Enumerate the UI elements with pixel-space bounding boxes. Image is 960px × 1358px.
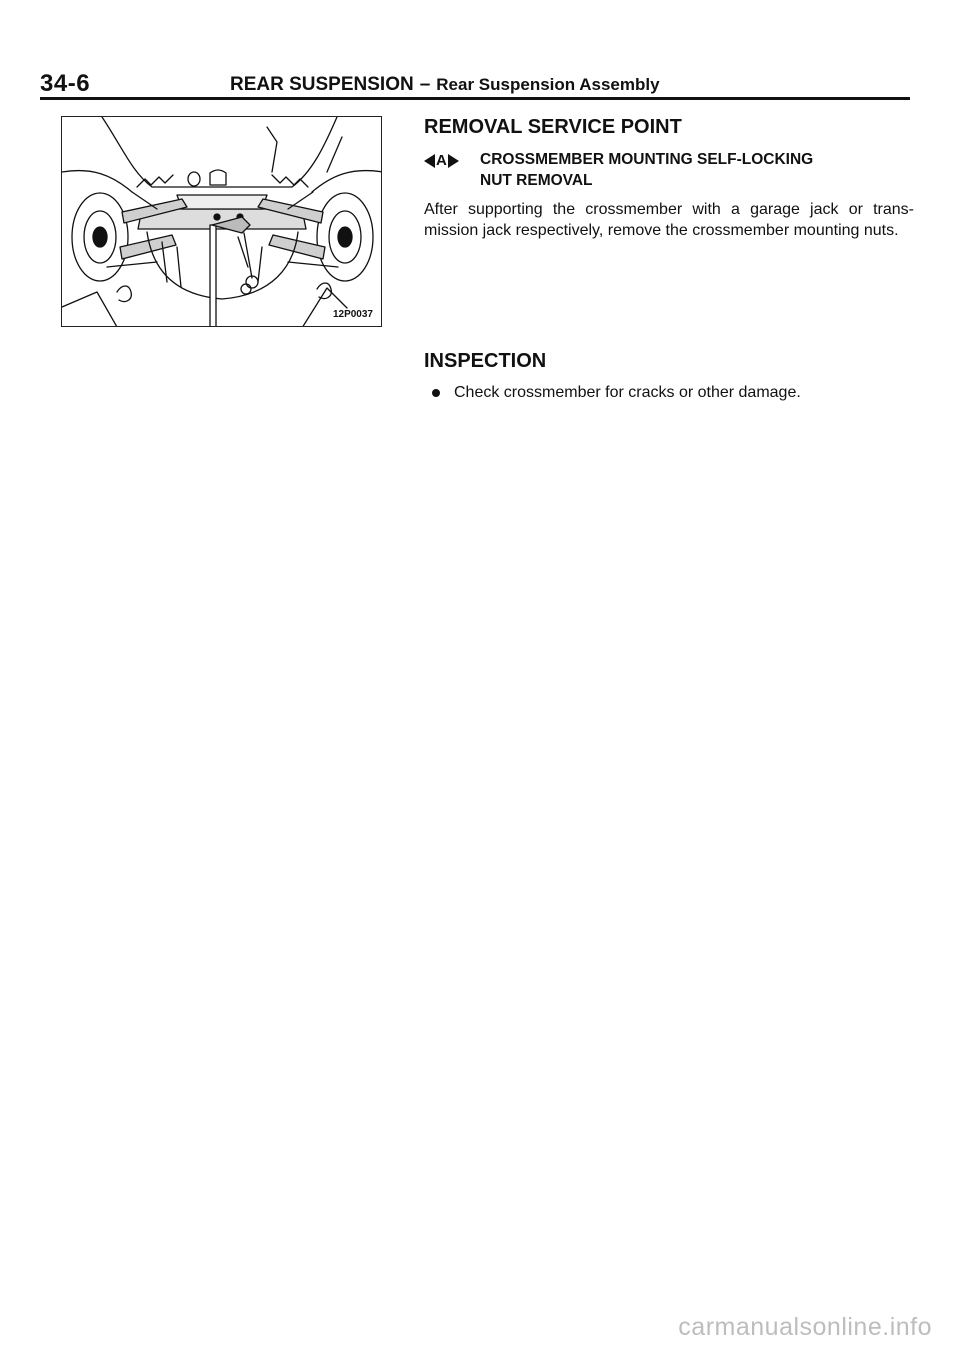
header-title [230,74,660,96]
list-item [424,384,914,402]
removal-service-title: REMOVAL SERVICE POINT [424,116,682,138]
removal-service-section [424,116,914,257]
right-triangle-icon [448,154,459,168]
section-title: REAR SUSPENSION [230,74,414,95]
crossmember-jack-illustration [61,116,382,327]
service-point-tag [424,150,459,171]
page-number: 34-6 [40,70,91,97]
removal-heading-line-1: CROSSMEMBER MOUNTING SELF-LOCKING [480,151,814,168]
removal-heading-line-2: NUT REMOVAL [480,172,593,189]
header-rule [40,97,910,100]
service-point-letter: A [436,152,447,169]
page-header [40,70,910,98]
figure-code: 12P0037 [332,309,373,320]
bullet-icon [432,389,440,397]
illustration-icon [62,117,382,327]
watermark-text: carmanualsonline.info [678,1313,932,1341]
subsection-title: Rear Suspension Assembly [436,75,660,94]
inspection-title: INSPECTION [424,350,547,372]
removal-body-text: After supporting the crossmember with a garage jack or trans-mission jack respectively, remove the crossmember mounting nuts. [424,201,914,239]
left-triangle-icon [424,154,435,168]
inspection-section [424,350,914,402]
inspection-item-text: Check crossmember for cracks or other damage. [454,384,801,401]
header-separator: – [419,74,431,95]
removal-step-heading [424,149,914,191]
